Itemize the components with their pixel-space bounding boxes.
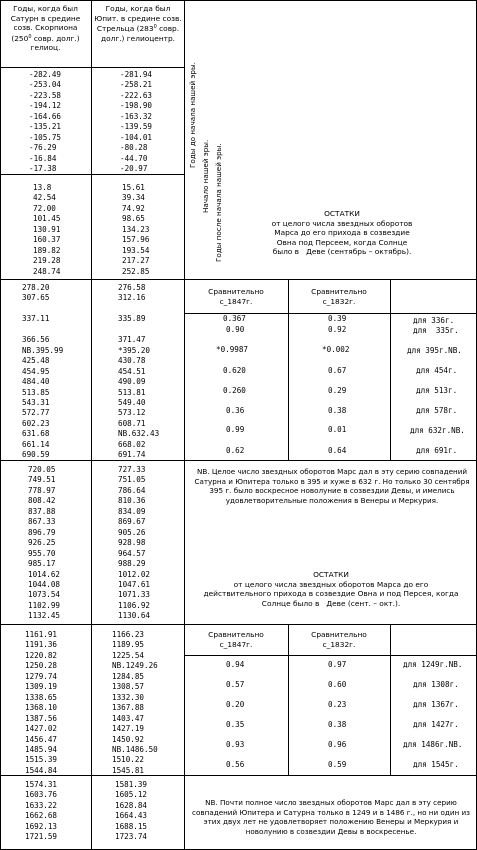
s5-row: 0.60 bbox=[328, 680, 347, 689]
s5-row: 0.56 bbox=[226, 760, 245, 769]
s5-row: для 1308г. bbox=[413, 680, 459, 689]
s5-row: 0.38 bbox=[328, 720, 347, 729]
s5-compare-1847: Сравнительно с_1847г. bbox=[208, 630, 264, 649]
s3-row: для 335г. bbox=[413, 326, 459, 335]
s3-row: 0.62 bbox=[226, 446, 245, 455]
nb-note-1: NB. Целое число звездных оборотов Марс дал в эту серию совпадений Сатурна и Юпитера только в 395 и хуже в 632 г. Но только 30 сентября 395 г. было воскресное новолуние в созвездии Девы, и имелись удовлетворительные положения в Венеры и Меркурия. bbox=[194, 467, 470, 505]
remainder-note-1: ОСТАТКИ от целого числа звездных оборотов Марса до его прихода в созвездие Овна под Персеем, когда Солнце было в Деве (сентябрь – октябрь). bbox=[271, 209, 413, 257]
s5-row: 0.59 bbox=[328, 760, 347, 769]
s3-row: 0.38 bbox=[328, 406, 347, 415]
s3-row: для 691г. bbox=[416, 446, 458, 455]
s2-col1: 13.8 42.54 72.00 101.45 130.91 160.37 189.82 219.28 248.74 bbox=[33, 183, 61, 276]
s3-row: 0.620 bbox=[223, 366, 246, 375]
s3-row: 0.92 bbox=[328, 325, 347, 334]
s3-row: 0.36 bbox=[226, 406, 245, 415]
s2-col2: 15.61 39.34 74.92 98.65 134.23 157.96 193.54 217.27 252.85 bbox=[122, 183, 150, 276]
label-start-era: Начало нашей эры. bbox=[201, 139, 210, 213]
s5-row: 0.93 bbox=[226, 740, 245, 749]
s5-row: для 1545г. bbox=[413, 760, 459, 769]
s3-row: для 632г.NB. bbox=[410, 426, 465, 435]
s3-row: 0.64 bbox=[328, 446, 347, 455]
s5-row: для 1486г.NB. bbox=[403, 740, 463, 749]
s3-row: для 395г.NB. bbox=[407, 346, 462, 355]
s5-row: 0.96 bbox=[328, 740, 347, 749]
s5-row: 0.97 bbox=[328, 660, 347, 669]
label-after-era: Годы после начала нашей эры. bbox=[214, 143, 223, 262]
s5-row: для 1367г. bbox=[413, 700, 459, 709]
s3-row: 0.67 bbox=[328, 366, 347, 375]
remainder-note-2: ОСТАТКИ от целого числа звездных оборотов Марса до его действительного прихода в созвездие Овна и под Персея, когда Солнце было в Деве (сент. – окт.). bbox=[203, 570, 459, 608]
s3-row: для 336г. bbox=[413, 316, 455, 325]
col2-header: Годы, когда был Юпит. в средине созв. Стрельца ($283^0$ совр. долг.) гелиоцентр. bbox=[94, 4, 182, 43]
s1-col2: -281.94 -258.21 -222.63 -198.90 -163.32 -139.59 -104.01 -80.28 -44.70 -20.97 bbox=[120, 70, 153, 174]
s3-row: для 454г. bbox=[416, 366, 458, 375]
s4-col2: 727.33 751.05 786.64 810.36 834.09 869.67 905.26 928.98 964.57 988.29 1012.02 1047.61 1071.33 1106.92 1130.64 bbox=[118, 465, 151, 621]
s1-col1: -282.49 -253.04 -223.58 -194.12 -164.66 -135.21 -105.75 -76.29 -16.84 -17.38 bbox=[29, 70, 62, 174]
s5-row: 0.20 bbox=[226, 700, 245, 709]
s6-col1: 1574.31 1603.76 1633.22 1662.68 1692.13 1721.59 bbox=[25, 780, 58, 842]
s5-compare-1832: Сравнительно с_1832г. bbox=[311, 630, 367, 649]
s3-col1: 278.20 307.65 337.11 366.56 NB.395.99 425.48 454.95 484.40 513.85 543.31 572.77 602.23 631.68 661.14 690.59 bbox=[22, 283, 64, 460]
s3-col2: 276.58 312.16 335.89 371.47 *395.20 430.78 454.51 490.09 513.81 549.40 573.12 608.71 NB.632.43 668.02 691.74 bbox=[118, 283, 160, 460]
s3-compare-1832: Сравнительно с_1832г. bbox=[311, 287, 367, 306]
col1-header: Годы, когда был Сатурн в средине созв. Скорпиона ($250^0$ совр. долг.) гелиоц. bbox=[10, 4, 81, 53]
s3-row: *0.9987 bbox=[216, 345, 249, 354]
s5-col1: 1161.91 1191.36 1220.82 1250.28 1279.74 1309.19 1338.65 1368.10 1387.56 1427.02 1456.47 1485.94 1515.39 1544.84 bbox=[25, 630, 58, 775]
s5-row: 0.35 bbox=[226, 720, 245, 729]
nb-note-2: NB. Почти полное число звездных оборотов Марс дал в эту серию совпадений Юпитера и Сатурна только в 1249 и в 1486 г., но ни один из этих двух лет не удовлетворяет положению Венеры и Меркурия и новолунию в созвездии Девы в воскресенье. bbox=[192, 798, 470, 836]
s6-col2: 1581.39 1605.12 1628.84 1664.43 1688.15 1723.74 bbox=[115, 780, 148, 842]
s5-row: 0.23 bbox=[328, 700, 347, 709]
s4-col1: 720.05 749.51 778.97 808.42 837.88 867.33 896.79 926.25 955.70 985.17 1014.62 1044.08 1073.54 1102.99 1132.45 bbox=[28, 465, 61, 621]
s5-col2: 1166.23 1189.95 1225.54 NB.1249.26 1284.85 1308.57 1332.30 1367.88 1403.47 1427.19 1450.92 NB.1486.50 1510.22 1545.81 bbox=[112, 630, 158, 775]
s3-row: *0.002 bbox=[322, 345, 350, 354]
s5-row: 0.94 bbox=[226, 660, 245, 669]
s3-row: 0.90 bbox=[226, 325, 245, 334]
s3-row: 0.39 bbox=[328, 314, 347, 323]
s3-row: 0.01 bbox=[328, 425, 347, 434]
s3-row: 0.367 bbox=[223, 314, 246, 323]
s3-row: для 578г. bbox=[416, 406, 458, 415]
s3-row: 0.260 bbox=[223, 386, 246, 395]
s5-row: 0.57 bbox=[226, 680, 245, 689]
s3-row: 0.29 bbox=[328, 386, 347, 395]
s5-row: для 1249г.NB. bbox=[403, 660, 463, 669]
s5-row: для 1427г. bbox=[413, 720, 459, 729]
s3-row: для 513г. bbox=[416, 386, 458, 395]
s3-compare-1847: Сравнительно с_1847г. bbox=[208, 287, 264, 306]
label-before-era: Годы до начала нашей эры. bbox=[188, 62, 197, 168]
s3-row: 0.99 bbox=[226, 425, 245, 434]
